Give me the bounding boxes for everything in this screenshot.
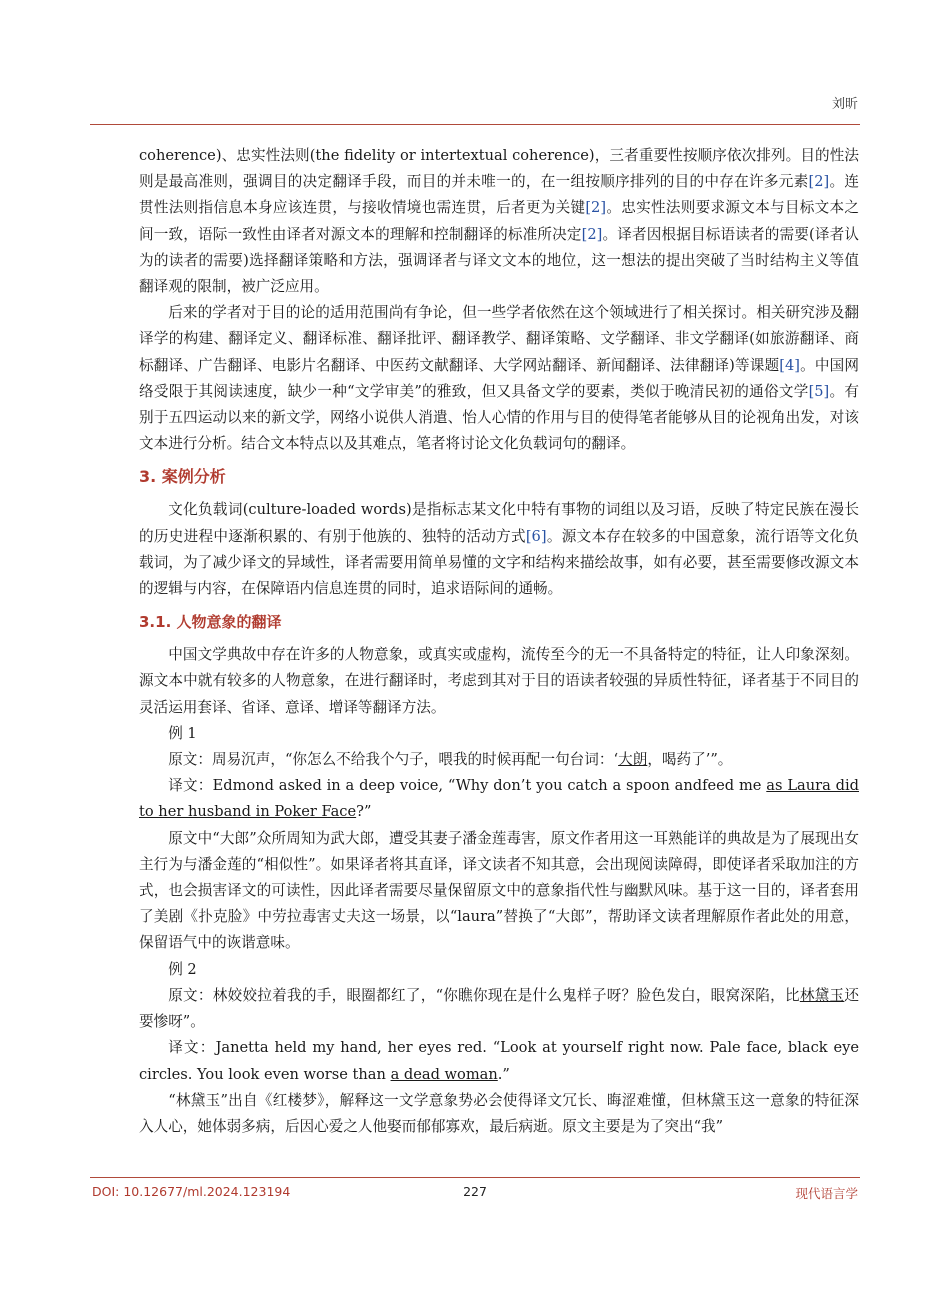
example-2-translation: 译文：Janetta held my hand, her eyes red. “Look at yourself right now. Pale face, black eye circles. You look even worse than a dead woman.” [139, 1039, 859, 1083]
article-body [139, 143, 859, 1140]
section-heading-case-analysis: 3. 案例分析 [139, 467, 226, 487]
paragraph-culture-loaded-words: 文化负载词(culture-loaded words)是指标志某文化中特有事物的词组以及习语，反映了特定民族在漫长的历史进程中逐渐积累的、有别于他族的、独特的活动方式[6]。源文本存在较多的中国意象，流行语等文化负载词，为了减少译文的异域性，译者需要用简单易懂的文字和结构来描绘故事，如有必要，甚至需要修改源文本的逻辑与内容，在保障语内信息连贯的同时，追求语际间的通畅。 [139, 501, 859, 598]
underlined-term: as Laura did to her husband in Poker Face [139, 777, 859, 821]
header-divider [90, 124, 860, 125]
citation-link[interactable]: [6] [525, 527, 547, 545]
underlined-term: a dead woman [390, 1065, 498, 1083]
header-author: 刘昕 [831, 97, 858, 112]
example-2-analysis: “林黛玉”出自《红楼梦》，解释这一文学意象势必会使得译文冗长、晦涩难懂，但林黛玉这一意象的特征深入人心，她体弱多病，后因心爱之人他娶而郁郁寡欢，最后病逝。原文主要是为了突出“我” [139, 1091, 859, 1135]
footer-doi-link[interactable]: DOI: 10.12677/ml.2024.123194 [92, 1184, 291, 1199]
subsection-heading-character-imagery: 3.1. 人物意象的翻译 [139, 613, 282, 632]
citation-link[interactable]: [4] [779, 356, 800, 374]
example-1-translation: 译文：Edmond asked in a deep voice, “Why don’t you catch a spoon andfeed me as Laura did to her husband in Poker Face?” [139, 777, 859, 821]
example-1-label: 例 1 [168, 724, 197, 742]
underlined-term: 大朗 [618, 751, 648, 769]
example-2-original: 原文：林姣姣拉着我的手，眼圈都红了，“你瞧你现在是什么鬼样子呀？脸色发白，眼窝深陷，比林黛玉还要惨呀”。 [139, 986, 859, 1031]
citation-link[interactable]: [2] [808, 173, 830, 191]
example-2-label: 例 2 [168, 960, 197, 978]
citation-link[interactable]: [2] [585, 199, 607, 217]
example-1-analysis: 原文中“大郎”众所周知为武大郎，遭受其妻子潘金莲毒害，原文作者用这一耳熟能详的典故是为了展现出女主行为与潘金莲的“相似性”。如果译者将其直译，译文读者不知其意，会出现阅读障碍，即使译者采取加注的方式，也会损害译文的可读性，因此译者需要尽量保留原文中的意象指代性与幽默风味。基于这一目的，译者套用了美剧《扑克脸》中劳拉毒害丈夫这一场景，以“laura”替换了“大郎”，帮助译文读者理解原作者此处的用意，保留语气中的诙谐意味。 [139, 829, 859, 952]
citation-link[interactable]: [2] [581, 225, 603, 243]
underlined-term: 林黛玉 [799, 986, 845, 1004]
footer-divider [90, 1177, 860, 1178]
journal-name: 现代语言学 [795, 1186, 858, 1201]
paragraph-research-scope: 后来的学者对于目的论的适用范围尚有争论，但一些学者依然在这个领域进行了相关探讨。相关研究涉及翻译学的构建、翻译定义、翻译标准、翻译批评、翻译教学、翻译策略、文学翻译、非文学翻译(如旅游翻译、商标翻译、广告翻译、电影片名翻译、中医药文献翻译、大学网站翻译、新闻翻译、法律翻译)等课题[4]。中国网络受限于其阅读速度，缺少一种“文学审美”的雅致，但又具备文学的要素，类似于晚清民初的通俗文学[5]。有别于五四运动以来的新文学，网络小说供人消遣、怡人心情的作用与目的使得笔者能够从目的论视角出发，对该文本进行分析。结合文本特点以及其难点，笔者将讨论文化负载词句的翻译。 [139, 304, 859, 453]
paragraph-character-imagery-intro: 中国文学典故中存在许多的人物意象，或真实或虚构，流传至今的无一不具备特定的特征，让人印象深刻。源文本中就有较多的人物意象，在进行翻译时，考虑到其对于目的语读者较强的异质性特征，译者基于不同目的灵活运用套译、省译、意译、增译等翻译方法。 [139, 646, 859, 716]
citation-link[interactable]: [5] [808, 382, 830, 400]
page-number: 227 [463, 1184, 487, 1199]
paragraph-skopos-rules: coherence)、忠实性法则(the fidelity or intertextual coherence)，三者重要性按顺序依次排列。目的性法则是最高准则，强调目的决定翻译手段，而目的并未唯一的，在一组按顺序排列的目的中存在许多元素[2]。连贯性法则指信息本身应该连贯，与接收情境也需连贯，后者更为关键[2]。忠实性法则要求源文本与目标文本之间一致，语际一致性由译者对源文本的理解和控制翻译的标准所决定[2]。译者因根据目标语读者的需要(译者认为的读者的需要)选择翻译策略和方法，强调译者与译文文本的地位，这一想法的提出突破了当时结构主义等值翻译观的限制，被广泛应用。 [139, 147, 859, 296]
example-1-original: 原文：周易沉声，“你怎么不给我个勺子，喂我的时候再配一句台词：‘大朗，喝药了’”。 [168, 751, 733, 769]
